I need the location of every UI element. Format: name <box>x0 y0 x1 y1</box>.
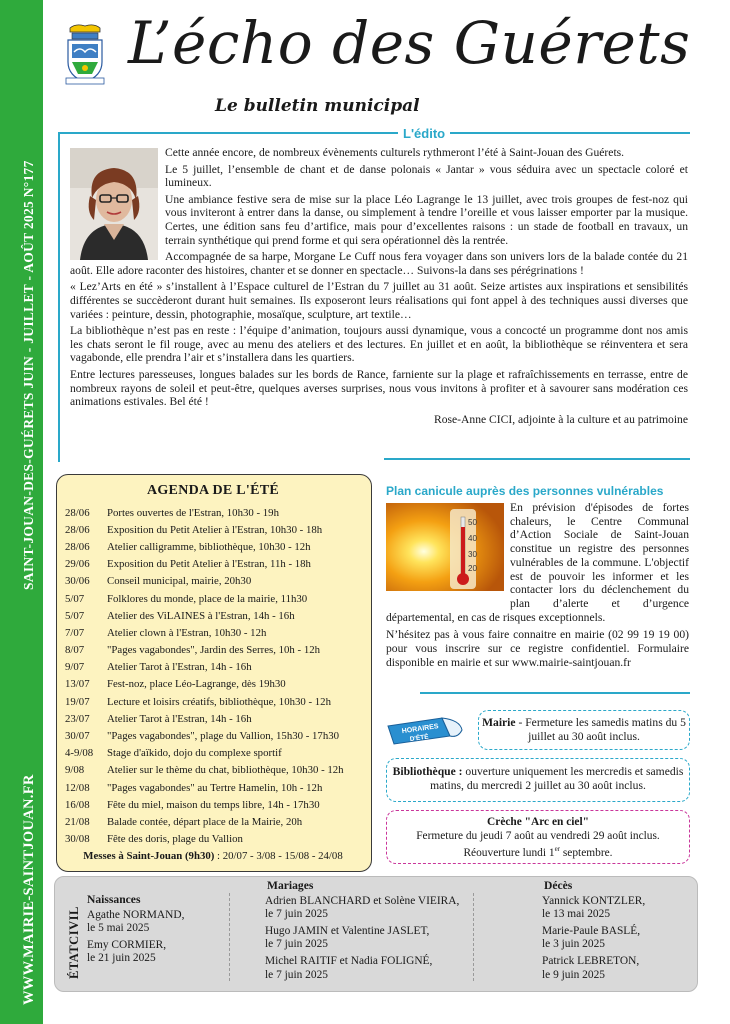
mariages-entry <box>265 895 459 922</box>
plan-canicule-title: Plan canicule auprès des personnes vulnérables <box>386 484 664 498</box>
agenda-item-text: Atelier Tarot à l'Estran, 14h - 16h <box>107 661 252 674</box>
agenda-item <box>65 813 361 830</box>
agenda-item <box>65 538 361 555</box>
agenda-item-text: Atelier sur le thème du chat, bibliothèque, 10h30 - 12h <box>107 764 344 777</box>
agenda-item <box>65 796 361 813</box>
agenda-item <box>65 642 361 659</box>
agenda-item-date: 5/07 <box>65 592 85 605</box>
mariages-entry-date: le 7 juin 2025 <box>265 968 328 981</box>
edito-heading: L'édito <box>398 126 450 141</box>
agenda-item <box>65 762 361 779</box>
plan-canicule-text <box>386 501 689 673</box>
edito-paragraph: La bibliothèque n’est pas en reste : l’équipe d’animation, toujours aussi dynamique, vous a concocté un programme dont nos amis les chats seront le fil rouge, avec au menu des ateliers et des lectures. En juillet et en août, la bibliothèque se réinventera et sera vagabonde, elle prendra l’air et s’installera dans les quartiers. <box>70 324 688 365</box>
edito-frame-left <box>58 132 60 462</box>
side-website-text: WWW.MAIRIE-SAINTJOUAN.FR <box>21 774 37 1005</box>
agenda-item-text: "Pages vagabondes", plage du Vallion, 15h30 - 17h30 <box>107 730 340 743</box>
agenda-item-date: 16/08 <box>65 798 90 811</box>
agenda-item-text: Atelier Tarot à l'Estran, 14h - 16h <box>107 712 252 725</box>
agenda-item-date: 30/06 <box>65 575 90 588</box>
naissances-title: Naissances <box>87 893 141 906</box>
etat-civil-box <box>54 876 698 992</box>
bulletin-subtitle: Le bulletin municipal <box>215 96 420 116</box>
agenda-item-text: Atelier des ViLAINES à l'Estran, 14h - 16h <box>107 609 295 622</box>
deces-entry-date: le 13 mai 2025 <box>542 908 611 921</box>
agenda-list <box>65 504 361 848</box>
naissances-column <box>87 893 184 969</box>
bibliotheque-label: Bibliothèque : <box>392 765 463 778</box>
agenda-item-date: 23/07 <box>65 712 90 725</box>
side-issue-text: SAINT-JOUAN-DES-GUÉRETS JUIN - JUILLET - AOÛT 2025 N°177 <box>21 160 36 590</box>
agenda-item <box>65 556 361 573</box>
agenda-item-date: 9/08 <box>65 764 85 777</box>
agenda-item-date: 21/08 <box>65 815 90 828</box>
deces-entry-name: Yannick KONTZLER, <box>542 894 646 907</box>
deces-entry-name: Marie-Paule BASLÉ, <box>542 924 641 937</box>
agenda-item-text: Stage d'aïkido, dojo du complexe sportif <box>107 747 282 760</box>
plan-separator <box>420 692 690 694</box>
agenda-item-date: 13/07 <box>65 678 90 691</box>
agenda-item-text: Exposition du Petit Atelier à l'Estran, 10h30 - 18h <box>107 523 323 536</box>
naissances-entry <box>87 909 184 936</box>
edito-paragraph: Une ambiance festive sera de mise sur la place Léo Lagrange le 13 juillet, avec trois groupes de fest-noz qui vous inviteront à entrer dans la danse, ou simplement à tendre l’oreille et vous laisser emporter par la musique. Certes, une édition sans feu d’artifice, mais pour d’excellentes raisons : un stade de football en travaux, un terrain synthétique qui prend forme et qui sera opérationnel dès la rentrée. <box>165 192 688 247</box>
agenda-item <box>65 590 361 607</box>
agenda-item <box>65 676 361 693</box>
agenda-item <box>65 573 361 590</box>
agenda-item-text: Portes ouvertes de l'Estran, 10h30 - 19h <box>107 506 279 519</box>
edito-paragraph: Entre lectures paresseuses, longues balades sur les bords de Rance, farniente sur la plage et rafraîchissements en terrasse, entre de nombreux rayons de soleil et peut-être, quelques averses surprises, nous vous invitons à profiter et à savourer sans modération ces animations estivales. Bel été ! <box>70 367 688 409</box>
mairie-hours-box <box>478 710 690 750</box>
etat-civil-divider <box>229 893 230 981</box>
agenda-item-date: 30/08 <box>65 833 90 846</box>
town-crest-logo <box>62 22 108 86</box>
deces-entry <box>542 955 645 982</box>
svg-text:50: 50 <box>468 518 477 527</box>
agenda-title: AGENDA DE L'ÉTÉ <box>146 483 280 498</box>
agenda-item-text: "Pages vagabondes" au Tertre Hamelin, 10h - 12h <box>107 781 323 794</box>
bibliotheque-hours-text: ouverture uniquement les mercredis et samedis matins, du mercredi 2 juillet au 30 août inclus. <box>430 765 684 792</box>
creche-closure-text: Fermeture du jeudi 7 août au vendredi 29 août inclus. <box>416 829 660 842</box>
agenda-item-text: Folklores du monde, place de la mairie, 11h30 <box>107 592 308 605</box>
naissances-entry-name: Agathe NORMAND, <box>87 908 185 921</box>
svg-text:40: 40 <box>468 534 477 543</box>
mairie-label: Mairie <box>482 716 516 729</box>
agenda-item-date: 12/08 <box>65 781 90 794</box>
edito-frame-top <box>58 132 690 134</box>
agenda-item-text: Balade contée, départ place de la Mairie, 20h <box>107 815 303 828</box>
naissances-entry-name: Emy CORMIER, <box>87 938 167 951</box>
side-band <box>0 0 43 1024</box>
agenda-item-date: 4-9/08 <box>65 747 94 760</box>
etat-civil-divider <box>473 893 474 981</box>
bulletin-title: L’écho des Guérets <box>128 9 691 77</box>
agenda-item <box>65 779 361 796</box>
agenda-item-date: 8/07 <box>65 644 85 657</box>
agenda-item <box>65 607 361 624</box>
mariages-column <box>265 879 459 985</box>
mariages-entry-date: le 7 juin 2025 <box>265 908 328 921</box>
edito-paragraph: Le 5 juillet, l’ensemble de chant et de danse polonais « Jantar » vous séduira avec un spectacle coloré et lumineux. <box>165 162 688 190</box>
svg-text:30: 30 <box>468 550 477 559</box>
agenda-item-date: 28/06 <box>65 523 90 536</box>
agenda-item-text: Fête du miel, maison du temps libre, 14h - 17h30 <box>107 798 320 811</box>
naissances-entry-date: le 21 juin 2025 <box>87 952 156 965</box>
agenda-item-text: Fête des doris, plage du Vallion <box>107 833 243 846</box>
agenda-item-date: 29/06 <box>65 558 90 571</box>
naissances-entry <box>87 939 184 966</box>
agenda-item-date: 9/07 <box>65 661 85 674</box>
edito-text <box>70 146 688 426</box>
agenda-item <box>65 504 361 521</box>
deces-title: Décès <box>544 879 573 892</box>
edito-paragraph: Cette année encore, de nombreux évènements culturels rythmeront l’été à Saint-Jouan des Guérets. <box>165 146 625 159</box>
mariages-entry <box>265 955 459 982</box>
creche-hours-box <box>386 810 690 864</box>
agenda-item-text: Lecture et loisirs créatifs, bibliothèque, 10h30 - 12h <box>107 695 331 708</box>
agenda-item-text: Atelier clown à l'Estran, 10h30 - 12h <box>107 626 267 639</box>
deces-entry <box>542 895 645 922</box>
agenda-item-date: 5/07 <box>65 609 85 622</box>
agenda-item <box>65 659 361 676</box>
edito-signature: Rose-Anne CICI, adjointe à la culture et au patrimoine <box>433 412 688 426</box>
agenda-item-date: 30/07 <box>65 730 90 743</box>
agenda-item <box>65 624 361 641</box>
mariages-entry <box>265 925 459 952</box>
edito-frame-bottom <box>384 458 690 460</box>
agenda-item-date: 28/06 <box>65 540 90 553</box>
agenda-item <box>65 521 361 538</box>
deces-entry <box>542 925 645 952</box>
deces-entry-date: le 9 juin 2025 <box>542 968 605 981</box>
mariages-title: Mariages <box>267 879 314 892</box>
plan-paragraph: N’hésitez pas à vous faire connaitre en mairie (02 99 19 19 00) pour vous inscrire sur ce registre confidentiel. Formulaire disponible en mairie et sur www.mairie-saintjouan.fr <box>386 628 689 669</box>
agenda-item-text: Fest-noz, place Léo-Lagrange, dès 19h30 <box>107 678 286 691</box>
agenda-item <box>65 693 361 710</box>
deces-column <box>542 879 645 985</box>
edito-paragraph: « Lez’Arts en été » s’installent à l’Espace culturel de l’Estran du 7 juillet au 31 août. Seize artistes aux inspirations et sensibilités différentes se succèderont durant huit semaines. Ils exposeront leurs réalisations qui font appel à des techniques aussi diverses que variées : peinture, dessin, photographie, mosaïque, sculpture, art textile… <box>70 280 688 321</box>
agenda-item-text: "Pages vagabondes", Jardin des Serres, 10h - 12h <box>107 644 321 657</box>
etat-civil-label: ÉTATCIVIL <box>67 906 81 979</box>
agenda-item-date: 7/07 <box>65 626 85 639</box>
mariages-entry-name: Hugo JAMIN et Valentine JASLET, <box>265 924 430 937</box>
agenda-item-date: 19/07 <box>65 695 90 708</box>
horaires-badge-line2: D'ÉTÉ <box>409 733 430 744</box>
creche-reopening-text: Réouverture lundi 1er septembre. <box>463 845 613 859</box>
naissances-entry-date: le 5 mai 2025 <box>87 922 150 935</box>
deces-entry-name: Patrick LEBRETON, <box>542 954 640 967</box>
agenda-item-text: Exposition du Petit Atelier à l'Estran, 11h - 18h <box>107 558 311 571</box>
agenda-mass-line <box>65 850 361 862</box>
bibliotheque-hours-box <box>386 758 690 802</box>
agenda-box <box>56 474 372 872</box>
horaires-badge-line1: HORAIRES <box>401 723 440 736</box>
agenda-item-date: 28/06 <box>65 506 90 519</box>
agenda-item <box>65 745 361 762</box>
agenda-item <box>65 727 361 744</box>
agenda-item <box>65 831 361 848</box>
deces-entry-date: le 3 juin 2025 <box>542 938 605 951</box>
agenda-item-text: Atelier calligramme, bibliothèque, 10h30 - 12h <box>107 540 311 553</box>
mariages-entry-date: le 7 juin 2025 <box>265 938 328 951</box>
mariages-entry-name: Adrien BLANCHARD et Solène VIEIRA, <box>265 894 460 907</box>
edito-paragraph: Accompagnée de sa harpe, Morgane Le Cuff nous fera voyager dans son univers lors de la balade contée du 21 août. Elle adore raconter des histoires, chanter et se donner en spectacle… Suivons-la dans ses pérégrinations ! <box>70 250 688 277</box>
agenda-item <box>65 710 361 727</box>
horaires-ete-badge <box>384 712 466 748</box>
svg-text:20: 20 <box>468 564 477 573</box>
mairie-hours-text: - Fermeture les samedis matins du 5 juillet au 30 août inclus. <box>515 716 686 743</box>
creche-title: Crèche "Arc en ciel" <box>487 816 589 828</box>
mass-label: Messes à Saint-Jouan (9h30) <box>83 849 215 862</box>
mariages-entry-name: Michel RAITIF et Nadia FOLIGNÉ, <box>265 954 433 967</box>
mass-dates: : 20/07 - 3/08 - 15/08 - 24/08 <box>214 849 343 862</box>
agenda-item-text: Conseil municipal, mairie, 20h30 <box>107 575 252 588</box>
plan-paragraph: En prévision d'épisodes de fortes chaleurs, le Centre Communal d’Action Sociale de Saint-Jouan constitue un registre des personnes vulnérables de la commune. L'objectif est de pouvoir les informer et les contacter lors du déclenchement du plan d’alerte et d’urgence départemental, en cas de risques exceptionnels. <box>386 501 689 624</box>
